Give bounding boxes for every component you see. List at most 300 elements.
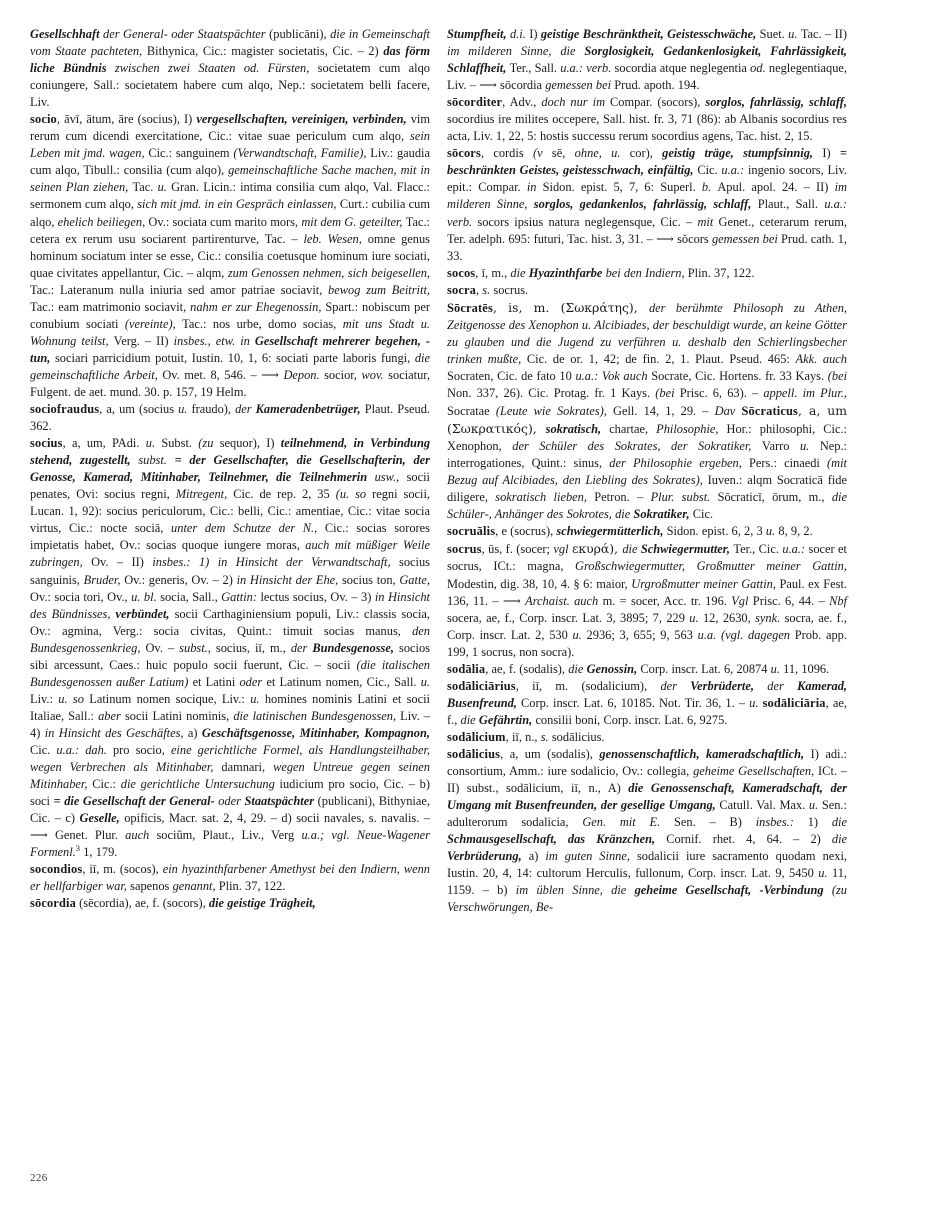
latin-citation: homines nominis Latini et socii Italiae, Sall.: xyxy=(30,691,430,723)
italic-note: usw., xyxy=(374,470,407,485)
german-gloss: genossenschaftlich, kameradschaftlich, xyxy=(599,746,811,761)
italic-note: (mit Bezug auf Alcibiades, den Liebling des Sokrates), xyxy=(447,456,847,488)
italic-note: d.i. xyxy=(509,27,530,41)
latin-citation: Cic. xyxy=(30,742,57,757)
dictionary-entry xyxy=(30,435,430,861)
latin-citation: Suet. xyxy=(759,27,789,41)
latin-citation: Cic. de rep. 2, 35 xyxy=(233,487,336,502)
italic-note: bewog zum Beitritt, xyxy=(328,282,430,297)
italic-note: Plur. subst. xyxy=(650,490,718,505)
german-gloss: geheime Gesellschaft, -Verbindung xyxy=(634,883,832,898)
italic-note: die xyxy=(831,832,848,847)
latin-citation: I) xyxy=(822,146,840,161)
latin-citation: socii Carthaginiensium populi, Liv.: classis socia, Ov.: agmina, Verg.: socia civitas, Quint.: timuit socias manus, xyxy=(30,606,430,638)
latin-citation: iudicium pro socio, Cic. – b) soci xyxy=(30,777,430,809)
latin-citation: socia, Sall., xyxy=(160,589,222,604)
entry-headword: socos xyxy=(447,265,476,280)
latin-citation: omne genus hominum sociatum inter se esse, Cic.: consilia coetusque hominum iure sociati, quae civitates appellantur, Cic. – alqm, xyxy=(30,231,431,280)
german-gloss: das förm liche Bündnis xyxy=(30,44,430,76)
dictionary-entry xyxy=(447,265,847,282)
entry-headword: sociofraudus xyxy=(30,402,100,417)
latin-citation: Ov.: generis, Ov. – 2) xyxy=(124,572,237,587)
latin-citation: chartae, xyxy=(609,422,657,437)
latin-citation: sē, xyxy=(551,146,575,161)
italic-note: (v xyxy=(532,146,552,161)
latin-citation: , e (socrus), xyxy=(495,524,557,539)
entry-headword: socruālis xyxy=(447,524,496,539)
dictionary-entry xyxy=(30,26,430,111)
latin-citation: socer et socrus, ICt.: magna, xyxy=(447,542,847,574)
latin-citation: Sidon. epist. 5, 7, 6: Superl. xyxy=(542,180,702,195)
latin-citation: Varro xyxy=(761,439,800,454)
italic-note: s. xyxy=(540,729,552,744)
italic-note: Bruder, xyxy=(83,572,125,587)
italic-note: Mitregent, xyxy=(175,487,234,502)
german-gloss: sorglos, gedankenlos, fahrlässig, schlaff, xyxy=(533,197,758,212)
entry-headword: sōcors xyxy=(447,146,481,161)
latin-citation: Verg. – II) xyxy=(113,333,174,348)
italic-note: (zu xyxy=(198,436,220,451)
latin-citation: Prud. cath. 1, 33. xyxy=(447,231,848,263)
latin-citation: sodalicii iure sacramento quodam nexi, Iustin. 20, 4, 14: cultorum Herculis, fullonum, Corp. inscr. Lat. 9, 5450 xyxy=(447,849,847,881)
italic-note: Depon. xyxy=(283,367,325,382)
latin-citation: Prob. app. 199, 1 socrus, non socra). xyxy=(447,627,847,659)
italic-note: (die italischen Bundesgenossen außer Latium) xyxy=(30,657,431,689)
italic-note: Großschwiegermutter, Großmutter meiner Gattin, xyxy=(575,559,847,574)
latin-citation: Gran. Licin.: intima consilia cum alqo, Val. Flacc.: sermonem cum alqo, xyxy=(30,180,431,212)
dictionary-entry xyxy=(447,282,847,299)
italic-note: der xyxy=(290,640,313,655)
latin-citation: sequor), I) xyxy=(219,436,281,451)
italic-note: in Hinsicht der Ehe, xyxy=(236,572,342,587)
german-gloss: die geistige Trägheit, xyxy=(208,896,316,911)
entry-headword: Sōcratēs xyxy=(447,300,493,315)
latin-citation: 11, 1096. xyxy=(783,661,830,676)
latin-citation: sociûm, Plaut., Liv., Verg xyxy=(156,828,302,843)
italic-note: die xyxy=(460,712,479,727)
italic-note: ehelich beiliegen, xyxy=(57,214,149,229)
entry-headword: socrus xyxy=(447,542,482,557)
italic-note: Gen. mit E. xyxy=(582,815,674,830)
latin-citation: Corp. inscr. Lat. 6, 10185. Not. Tir. 36, 1. – xyxy=(521,695,750,710)
italic-note: die xyxy=(831,815,847,830)
italic-note: gemessen bei xyxy=(545,78,615,93)
latin-citation: a) xyxy=(187,725,202,740)
latin-citation: , a, um (socius xyxy=(99,402,179,417)
latin-citation: socrus. xyxy=(493,282,529,297)
latin-citation: Sen. – B) xyxy=(673,815,756,830)
latin-citation: Nep.: interrogationes, Quint.: sinus, xyxy=(447,439,847,471)
latin-citation: Corp. inscr. Lat. 6, 20874 xyxy=(640,661,771,676)
latin-citation: Sidon. epist. 6, 2, 3 xyxy=(666,524,766,539)
latin-citation: , iī, n., xyxy=(505,729,541,744)
latin-citation: damnari, xyxy=(221,760,274,775)
italic-note: zwischen zwei Staaten od. Fürsten, xyxy=(114,61,318,76)
german-gloss: Kameradenbetrüger, xyxy=(255,402,365,417)
dictionary-entry xyxy=(447,94,847,145)
italic-note: im milderen Sinne, die xyxy=(447,44,585,59)
italic-note: nahm er zur Ehegenossin, xyxy=(190,299,326,314)
latin-citation: , iī, m. (socos), xyxy=(82,862,163,877)
latin-citation: lectus socius, Ov. – 3) xyxy=(260,589,375,604)
german-gloss: Bundesgenosse, xyxy=(312,640,400,655)
latin-citation: Pers.: cinaedi xyxy=(749,456,828,471)
italic-note: in Hinsicht des Bündnisses, xyxy=(30,589,430,621)
german-gloss: Kamerad, Busenfreund, xyxy=(447,678,848,710)
italic-note: in Hinsicht des Geschäftes, xyxy=(44,725,188,740)
italic-note: (u. so xyxy=(335,487,373,502)
latin-citation: 1, 179. xyxy=(80,845,118,860)
dictionary-entry xyxy=(447,678,847,729)
italic-note: unter dem Schutze der N., xyxy=(171,521,325,536)
latin-citation: Plaut. Pseud. 362. xyxy=(30,402,431,434)
latin-citation: Iuven.: alqm Socraticā fide diligere, xyxy=(447,473,848,505)
italic-note: subst., xyxy=(179,640,216,655)
italic-note: die latinischen Bundesgenossen, xyxy=(233,708,401,723)
italic-note: u. xyxy=(250,691,265,706)
italic-note: aber xyxy=(98,708,125,723)
italic-note: Nbf xyxy=(829,593,848,608)
latin-citation: Prud. apoth. 194. xyxy=(614,78,700,93)
italic-note: sokratisch lieben, xyxy=(495,490,595,505)
german-gloss: sorglos, fahrlässig, schlaff, xyxy=(705,95,847,110)
latin-citation: Compar. (socors), xyxy=(610,95,706,110)
dictionary-entry xyxy=(447,661,847,678)
latin-citation: opificis, Macr. sat. 2, 4, 29. – d) socii navales, s. navalis. – ⟶ Genet. Plur. xyxy=(30,811,431,843)
dictionary-entry xyxy=(447,26,847,94)
italic-note: Akk. auch xyxy=(795,351,847,366)
latin-citation: (publicani), Bithyniae, Cic. – c) xyxy=(30,794,430,826)
latin-citation: societatem cum alqo coniungere, Sall.: societatem habere cum alqo, Nep.: societatem belli facere, Liv. xyxy=(30,61,431,110)
latin-citation: , a, um, PAdi. xyxy=(62,436,146,451)
latin-citation: Plaut., Sall. xyxy=(757,197,825,212)
german-gloss: Gefährtin, xyxy=(478,712,536,727)
latin-citation: socra, ae. f., Corp. inscr. Lat. 2, 530 xyxy=(447,610,848,642)
latin-citation: Cornif. rhet. 4, 64. – 2) xyxy=(666,832,832,847)
latin-citation: Hor.: philosophi, Cic.: Xenophon, xyxy=(447,422,848,454)
italic-note: die xyxy=(510,265,529,280)
latin-citation: Paul. ex Fest. 136, 11. – ⟶ xyxy=(447,576,847,608)
dictionary-entry xyxy=(30,401,430,435)
italic-note: subst. xyxy=(138,453,175,468)
latin-citation: regni socii, Lucan. 1, 92): socius periculorum, Cic.: belli, Cic.: amentiae, Cic.: vitae socia virtus, Cic.: nocte sociā, xyxy=(30,487,431,536)
latin-citation: Ter., Sall. xyxy=(509,61,561,76)
italic-note: genannt, xyxy=(172,879,219,894)
german-gloss: Schmausgesellschaft, das Kränzchen, xyxy=(447,832,667,847)
german-gloss: Hyazinthfarbe xyxy=(528,265,606,280)
italic-note: Gatte, xyxy=(399,572,430,587)
italic-note: im milderen Sinne, xyxy=(447,180,847,212)
latin-citation: Socraten, Cic. de fato 10 xyxy=(447,368,576,383)
italic-note: der Schüler des Sokrates, der Sokratiker, xyxy=(512,439,762,454)
italic-note: in xyxy=(526,180,543,195)
italic-note: die in Gemeinschaft vom Staate pachteten, xyxy=(30,27,430,59)
latin-citation: 12, 2630, xyxy=(702,610,756,625)
latin-citation: , cordis xyxy=(480,146,533,161)
latin-citation: Cic. xyxy=(697,163,722,178)
italic-note: u. xyxy=(749,695,763,710)
italic-note: ohne, u. xyxy=(574,146,630,161)
latin-citation: , iī, m. (sodalicium), xyxy=(515,678,661,693)
entry-headword: sodālia xyxy=(447,661,486,676)
italic-note: u. xyxy=(178,402,192,417)
entry-headword: socra xyxy=(447,282,476,297)
latin-citation: Socratae xyxy=(447,404,496,419)
italic-note: geheime Gesellschaften, xyxy=(693,764,819,779)
entry-headword: sodālicium xyxy=(447,729,506,744)
italic-note: u. xyxy=(765,524,779,539)
italic-note: u. bl. xyxy=(131,589,161,604)
latin-citation: Tac.: Lateranum nulla iniuria sed amor patriae sociavit, xyxy=(30,282,329,297)
entry-headword: sodāliciāria xyxy=(762,695,826,710)
dictionary-entry xyxy=(447,746,847,916)
latin-citation: Tac.: eam matrimonio sociavit, xyxy=(30,299,191,314)
latin-citation: I) adi.: consortium, Amm.: iure sodalicio, Ov.: collegia, xyxy=(447,746,848,779)
italic-note: die gemeinschaftliche Arbeit, xyxy=(30,350,430,382)
latin-citation: Ov. met. 8, 546. – ⟶ xyxy=(162,367,284,382)
italic-note: u.a. (vgl. dagegen xyxy=(697,627,795,642)
latin-citation: Cic. xyxy=(692,507,714,522)
latin-citation: Socrate, Cic. Hortens. fr. 33 Kays. xyxy=(651,368,828,383)
latin-citation: consilii boni, Corp. inscr. Lat. 6, 9275. xyxy=(535,712,728,727)
latin-citation: Bithynica, Cic.: magister societatis, Cic. – 2) xyxy=(146,44,384,59)
dictionary-entry xyxy=(30,111,430,401)
latin-citation: socius ton, xyxy=(341,572,400,587)
latin-citation: , is, m. (Σωκράτης), xyxy=(492,299,649,315)
italic-note: die Schüler-, Anhänger des Sokrotes, die xyxy=(447,490,847,522)
entry-headword: sodāliciārius xyxy=(447,678,516,693)
latin-citation: Liv. – 4) xyxy=(30,708,430,740)
italic-note: u.a.: verb. xyxy=(447,197,848,229)
italic-note: Dav xyxy=(714,404,742,419)
german-gloss: Schwiegermutter, xyxy=(640,542,734,557)
entry-headword: sodālicius xyxy=(447,746,501,761)
latin-citation: , ae, f. (sodalis), xyxy=(485,661,569,676)
latin-citation: Ov. – II) xyxy=(91,555,153,570)
italic-note: Gattin: xyxy=(221,589,261,604)
latin-citation: Tac. – II) xyxy=(800,27,847,41)
latin-citation: ingenio socors, Liv. epit.: Compar. xyxy=(447,163,847,195)
dictionary-entry xyxy=(447,523,847,540)
italic-note: u.a.: verb. xyxy=(560,61,615,76)
latin-citation: Ov. – xyxy=(145,640,180,655)
latin-citation: socordius ire milites occepere, Sall. hist. fr. 3, 71 (86): ab Albanis socordius res acta, Liv. 1, 22, 5: hostis successu rerum socordius agens, Tac. hist. 2, 15. xyxy=(447,112,847,144)
italic-note: der Philosophie ergeben, xyxy=(609,456,750,471)
italic-note: bei den Indiern, xyxy=(605,265,688,280)
latin-citation: socior, xyxy=(324,367,362,382)
italic-note: oder xyxy=(239,674,267,689)
entry-headword: sōcorditer xyxy=(447,95,503,110)
latin-citation: Spart.: nobiscum per conubium sociati xyxy=(30,299,430,331)
italic-note: (Verwandtschaft, Familie), xyxy=(233,146,371,161)
italic-note: u. xyxy=(818,866,832,881)
german-gloss: Geselle, xyxy=(79,811,125,826)
latin-citation: fraudo), xyxy=(191,402,236,417)
latin-citation: (sēcordia), ae, f. (socors), xyxy=(75,896,209,911)
italic-note: Urgroßmutter meiner Gattin, xyxy=(631,576,780,591)
latin-citation: Cic.: socias sorores impietatis habet, Ov.: socias quoque iungere moras, xyxy=(30,521,430,553)
latin-citation: , āvī, ātum, āre (socius), I) xyxy=(56,112,197,127)
italic-note: od. xyxy=(750,61,769,76)
latin-citation: sapenos xyxy=(130,879,173,894)
latin-citation: Gell. 14, 1, 29. – xyxy=(613,404,715,419)
italic-note: den Bundesgenossenkrieg, xyxy=(30,623,430,655)
latin-citation: Plin. 37, 122. xyxy=(687,265,755,280)
superscript-marker: 3 xyxy=(75,843,80,854)
italic-note: doch nur im xyxy=(541,95,611,110)
italic-note: oder xyxy=(218,794,245,809)
latin-citation: Tac. xyxy=(132,180,158,195)
latin-citation: 8, 9, 2. xyxy=(778,524,813,539)
latin-citation: Liv.: xyxy=(30,691,59,706)
latin-citation: Petron. – xyxy=(594,490,651,505)
italic-note: (Leute wie Sokrates), xyxy=(495,404,614,419)
german-gloss: geistige Beschränktheit, Geistesschwäche, xyxy=(540,27,760,41)
italic-note: (vereinte), xyxy=(124,316,183,331)
german-gloss: Sorglosigkeit, Gedankenlosigkeit, Fahrlässigkeit, Schlaffheit, xyxy=(447,44,847,76)
italic-note: gemeinschaftliche Sache machen, mit in seinen Plan ziehen, xyxy=(30,163,431,195)
italic-note: (bei xyxy=(827,368,848,383)
italic-note: (zu Verschwörungen, Be- xyxy=(447,883,847,915)
latin-citation: sociatur, Fulgent. de aet. mund. 30. p. 157, 19 Helm. xyxy=(30,367,430,399)
latin-citation: , Adv., xyxy=(502,95,542,110)
italic-note: Archaist. auch xyxy=(525,593,603,608)
italic-note: u. so xyxy=(58,691,90,706)
italic-note: der xyxy=(235,402,256,417)
dictionary-entry xyxy=(447,299,847,524)
latin-citation: ICt. – II) subst., sodālicium, iī, n., A) xyxy=(447,764,847,796)
italic-note: mit xyxy=(697,214,719,229)
german-gloss: = die Gesellschaft der General- xyxy=(53,794,219,809)
latin-citation: (publicāni), xyxy=(269,27,331,41)
italic-note: u. xyxy=(572,627,587,642)
folio-page-number: 226 xyxy=(30,1172,48,1184)
latin-citation: Sen.: adulterorum sodalicia, xyxy=(447,798,847,830)
latin-citation: Non. 337, 26). Cic. Protag. fr. 1 Kays. xyxy=(447,385,656,400)
italic-note: u. xyxy=(145,436,162,451)
italic-note: u. xyxy=(689,610,703,625)
latin-citation: socius, iī, m., xyxy=(215,640,291,655)
german-gloss: Verbrüderte, xyxy=(690,678,768,693)
german-gloss: Genossin, xyxy=(586,661,641,676)
latin-citation: 11, 1159. – b) xyxy=(447,866,847,898)
latin-citation: a) xyxy=(528,849,546,864)
latin-citation: socii penates, Ovi: socius regni, xyxy=(30,470,430,502)
german-gloss: teilnehmend, in Verbindung stehend, zugestellt, xyxy=(30,436,431,468)
entry-headword: socio xyxy=(30,112,57,127)
dictionary-entry xyxy=(30,895,430,912)
german-gloss: geistig träge, stumpfsinnig, xyxy=(662,146,823,161)
german-gloss: verbündet, xyxy=(115,606,175,621)
italic-note: wegen Untreue gegen seinen Mitinhaber, xyxy=(30,760,430,792)
italic-note: u. xyxy=(157,180,172,195)
german-gloss: = beschränkten Geistes, geistesschwach, einfältig, xyxy=(447,146,847,178)
italic-note: sich mit jmd. in ein Gespräch einlassen, xyxy=(137,197,340,212)
latin-citation: Ov.: socia tori, Ov., xyxy=(30,589,132,604)
italic-note: im üblen Sinne, die xyxy=(515,883,635,898)
italic-note: Philosophie, xyxy=(656,422,727,437)
italic-note: u. xyxy=(808,798,822,813)
italic-note: appell. im Plur., xyxy=(763,385,847,400)
latin-citation: socios sibi arcessunt, Caes.: huic populo socii fuerunt, Cic. – socii xyxy=(30,640,430,672)
italic-note: zum Genossen nehmen, sich beigesellen, xyxy=(227,265,430,280)
italic-note: u. xyxy=(770,661,784,676)
latin-citation: Tac.: nos urbe, domo socias, xyxy=(182,316,343,331)
latin-citation: et Latini xyxy=(192,674,240,689)
italic-note: (bei xyxy=(655,385,680,400)
latin-citation: vim rerum cum dicendi exercitatione, Cic.: vitae suae periculum cum alqo, xyxy=(30,112,430,144)
latin-citation: , xyxy=(475,282,483,297)
dictionary-entry xyxy=(30,861,430,895)
latin-citation: sociari parricidium potuit, Iustin. 10, 1, 6: sociati parte laboris fungi, xyxy=(54,350,415,365)
german-gloss: schwiegermütterlich, xyxy=(556,524,667,539)
column-right xyxy=(447,26,847,1170)
latin-citation: Cic.: sanguinem xyxy=(148,146,234,161)
latin-citation: Sōcraticī, ōrum, m., xyxy=(717,490,832,505)
italic-note: u.a.: xyxy=(782,542,809,557)
latin-citation: Ov.: sociata cum marito mors, xyxy=(148,214,302,229)
italic-note: der General- oder Staatspächter xyxy=(103,27,270,41)
latin-citation: , ae, f., xyxy=(447,695,847,727)
entry-headword: socius xyxy=(30,436,63,451)
italic-note: sein Leben mit jmd. wagen, xyxy=(30,129,430,161)
latin-citation: socius sanguinis, xyxy=(30,555,430,587)
italic-note: insbes., etw. in xyxy=(173,333,255,348)
latin-citation: I) xyxy=(529,27,541,41)
latin-citation: Latinum nomen socique, Liv.: xyxy=(89,691,251,706)
german-gloss: sokratisch, xyxy=(545,422,610,437)
latin-citation: , a, um (sodalis), xyxy=(500,746,600,761)
latin-citation: , a, um (Σωκρατικός), xyxy=(447,403,847,437)
italic-note: insbes.: 1) in Hinsicht der Verwandtschaft, xyxy=(152,555,400,570)
latin-citation: cor), xyxy=(629,146,663,161)
italic-note: wov. xyxy=(361,367,389,382)
italic-note: u.a.: dah. xyxy=(56,742,113,757)
latin-citation: socors ipsius natura neglegensque, Cic. – xyxy=(477,214,698,229)
latin-citation: , ī, m., xyxy=(475,265,511,280)
italic-note: u. xyxy=(420,674,430,689)
german-gloss: Staatspächter xyxy=(244,794,318,809)
latin-citation: Modestin, dig. 38, 10, 4. § 6: maior, xyxy=(447,576,632,591)
italic-note: der berühmte Philosoph zu Athen, Zeitgenosse des Xenophon u. Alcibiades, der beschuldigt wurde, an keine Götter zu glauben und die Jugend zu verführen u. deshalb den Schierlingsbecher trinken mußte, xyxy=(447,300,847,366)
italic-note: u.a.: xyxy=(721,163,748,178)
italic-note: im guten Sinne, xyxy=(545,849,637,864)
latin-citation: socordia atque neglegentia xyxy=(614,61,751,76)
latin-citation: Prisc. 6, 63). – xyxy=(679,385,764,400)
german-gloss: = der Gesellschafter, die Gesellschafterin, der Genosse, Kamerad, Mitinhaber, Teilnehmer, die Teilnehmerin xyxy=(30,453,430,485)
latin-citation: Cic.: xyxy=(92,777,121,792)
latin-citation: m. = socer, Acc. tr. 196. xyxy=(602,593,732,608)
latin-citation: Subst. xyxy=(161,436,199,451)
italic-note: der xyxy=(660,678,691,693)
italic-note: die xyxy=(568,661,587,676)
italic-note: mit dem G. geteilter, xyxy=(301,214,406,229)
italic-note: auch mit müßiger Weile zubringen, xyxy=(30,538,430,570)
latin-citation: Curt.: cubilia cum alqo, xyxy=(30,197,430,229)
latin-citation: Catull. Val. Max. xyxy=(719,798,809,813)
latin-citation: neglegentiaque, Liv. – ⟶ sōcordia xyxy=(447,61,848,93)
latin-citation: pro socio, xyxy=(112,742,171,757)
latin-citation: Prisc. 6, 44. – xyxy=(752,593,830,608)
latin-citation: 2936; 3, 655; 9, 563 xyxy=(586,627,698,642)
italic-note: auch xyxy=(125,828,157,843)
german-gloss: Stumpfheit, xyxy=(447,27,510,41)
dictionary-entry xyxy=(447,145,847,264)
italic-note: u. xyxy=(799,439,820,454)
latin-citation: Apul. apol. 24. – II) xyxy=(717,180,835,195)
column-left xyxy=(30,26,430,1170)
german-gloss: vergesellschaften, vereinigen, verbinden, xyxy=(196,112,411,127)
